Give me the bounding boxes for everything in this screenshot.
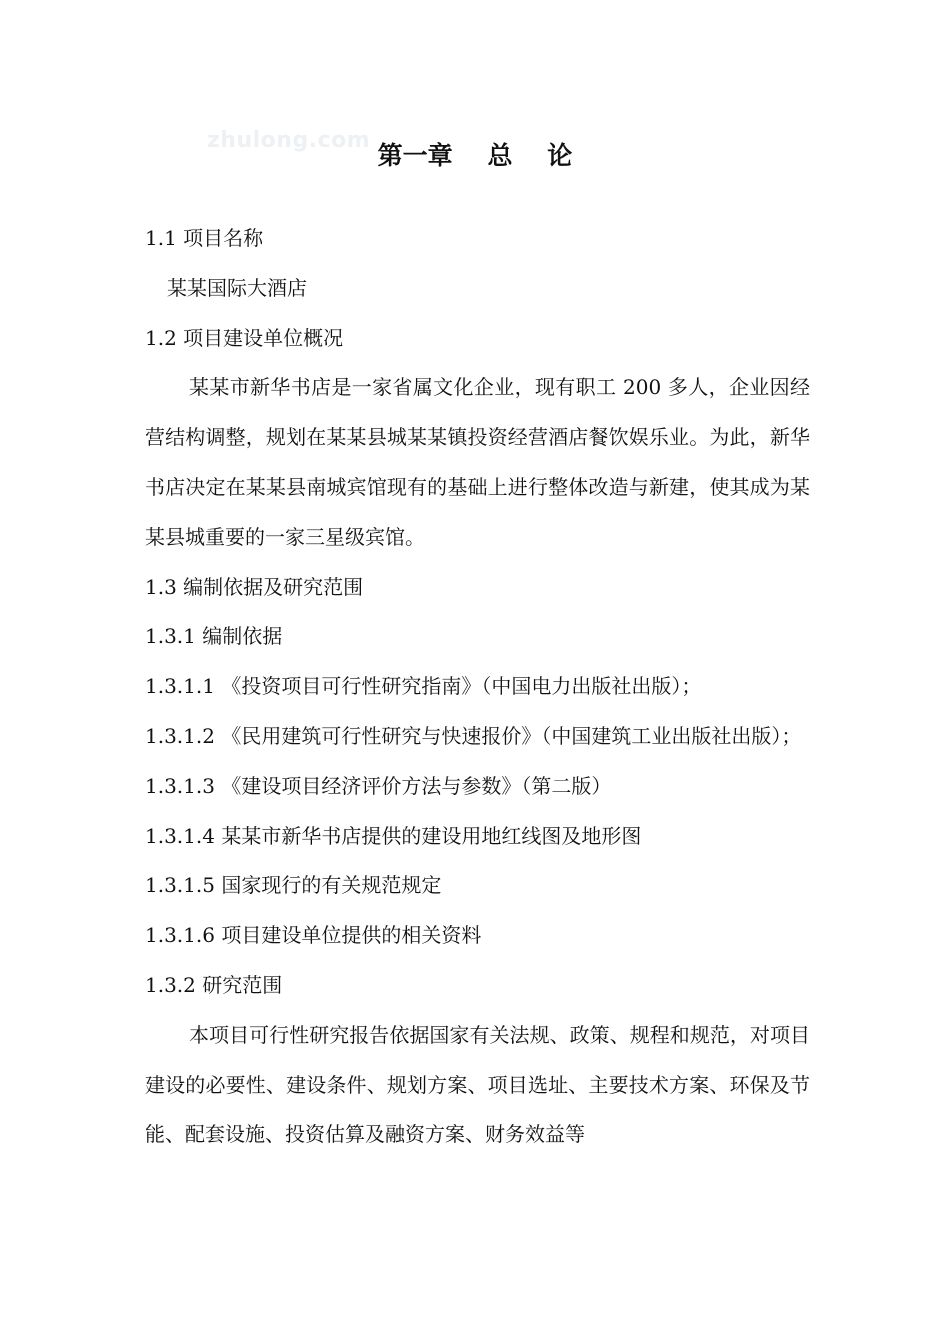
watermark: zhulong.com (207, 128, 371, 153)
list-item-1-3-1-1: 1.3.1.1 《投资项目可行性研究指南》（中国电力出版社出版）； (145, 674, 702, 699)
heading-1-3-2: 1.3.2 研究范围 (145, 972, 283, 997)
heading-1-1: 1.1 项目名称 (145, 226, 264, 250)
list-item-1-3-1-4: 1.3.1.4 某某市新华书店提供的建设用地红线图及地形图 (145, 823, 642, 848)
heading-1-3-1: 1.3.1 编制依据 (145, 624, 283, 649)
heading-1-3: 1.3 编制依据及研究范围 (145, 574, 364, 599)
list-item-1-3-1-2: 1.3.1.2 《民用建筑可行性研究与快速报价》（中国建筑工业出版社出版）； (145, 723, 802, 748)
document-body (145, 214, 810, 1160)
chapter-title: 第一章 总 论 (377, 141, 573, 170)
project-name: 某某国际大酒店 (167, 275, 307, 300)
list-item-1-3-1-5: 1.3.1.5 国家现行的有关规范规定 (145, 873, 442, 898)
overview-paragraph: 某某市新华书店是一家省属文化企业，现有职工 200 多人，企业因经营结构调整，规划在某某县城某某镇投资经营酒店餐饮娱乐业。为此，新华书店决定在某某县南城宾馆现有的基础上进行整体改造与新建，使其成为某某县城重要的一家三星级宾馆。 (145, 375, 810, 549)
heading-1-2: 1.2 项目建设单位概况 (145, 325, 344, 350)
list-item-1-3-1-6: 1.3.1.6 项目建设单位提供的相关资料 (145, 923, 482, 948)
scope-paragraph: 本项目可行性研究报告依据国家有关法规、政策、规程和规范，对项目建设的必要性、建设条件、规划方案、项目选址、主要技术方案、环保及节能、配套设施、投资估算及融资方案、财务效益等 (145, 1022, 810, 1147)
list-item-1-3-1-3: 1.3.1.3 《建设项目经济评价方法与参数》（第二版） (145, 773, 612, 798)
